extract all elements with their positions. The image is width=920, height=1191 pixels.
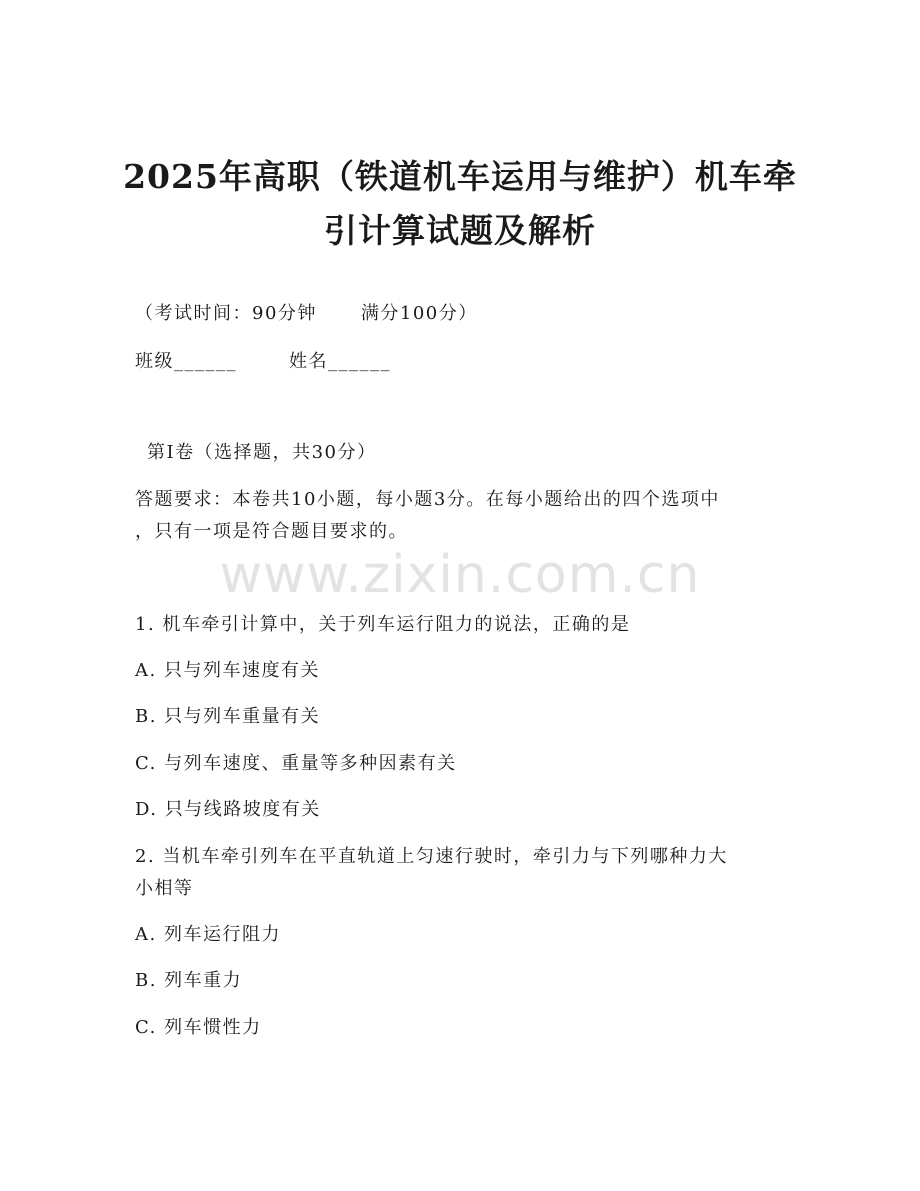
title-line-1: 2025年高职（铁道机车运用与维护）机车牵: [123, 157, 797, 196]
instructions-line-2: ，只有一项是符合题目要求的。: [135, 521, 408, 542]
question-2-option-c: C. 列车惯性力: [135, 1017, 262, 1038]
question-1-option-c: C. 与列车速度、重量等多种因素有关: [135, 753, 457, 774]
document-title: [100, 150, 820, 258]
question-2-option-a: A. 列车运行阻力: [135, 924, 281, 945]
question-2-stem-line-1: 2. 当机车牵引列车在平直轨道上匀速行驶时，牵引力与下列哪种力大: [135, 846, 728, 867]
class-field[interactable]: 班级______: [135, 351, 237, 372]
question-1-option-d: D. 只与线路坡度有关: [135, 799, 321, 820]
full-score: 满分100分）: [360, 303, 478, 324]
watermark: www.zixin.com.cn: [219, 545, 701, 605]
instructions-line-1: 答题要求：本卷共10小题，每小题3分。在每小题给出的四个选项中: [135, 489, 720, 510]
question-2-option-b: B. 列车重力: [135, 970, 243, 991]
question-1-stem: 1. 机车牵引计算中，关于列车运行阻力的说法，正确的是: [135, 614, 631, 635]
exam-info: [135, 302, 478, 326]
section-title: 第I卷（选择题，共30分）: [147, 442, 377, 463]
title-line-2: 引计算试题及解析: [324, 211, 596, 250]
name-field[interactable]: 姓名______: [289, 351, 391, 372]
exam-time: （考试时间：90分钟: [135, 303, 317, 324]
question-1-option-a: A. 只与列车速度有关: [135, 660, 320, 681]
question-2-stem-line-2: 小相等: [135, 878, 194, 899]
question-1-option-b: B. 只与列车重量有关: [135, 706, 321, 727]
student-info: [135, 350, 391, 374]
